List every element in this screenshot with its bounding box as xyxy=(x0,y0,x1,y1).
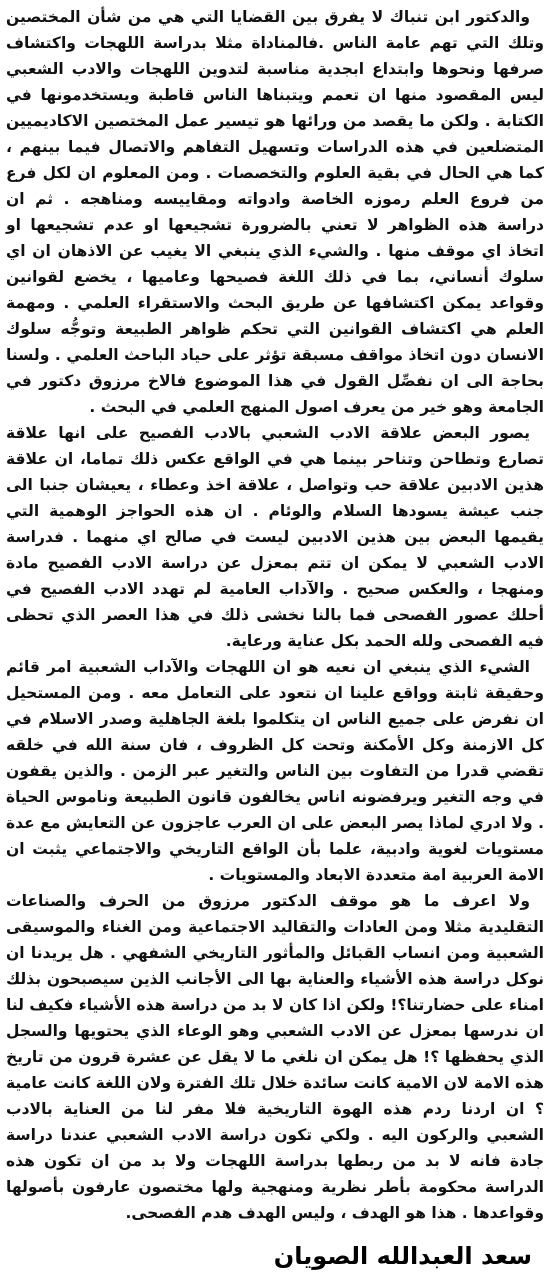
author-signature: سعد العبدالله الصويان xyxy=(273,1242,532,1270)
article-body xyxy=(6,4,544,1226)
paragraph-1: والدكتور ابن تنباك لا يفرق بين القضايا التي هي من شأن المختصين وتلك التي تهم عامة الناس .فالمناداة مثلا بدراسة اللهجات واكتشاف صرفها ونحوها وابتداع ابجدية مناسبة لتدوين اللهجات والادب الشعبي ليس المقصود منها ان تعمم ويتبناها الناس قاطبة ويستخدمونها في الكتابة . ولكن ما يقصد من ورائها هو تيسير عمل المختصين الاكاديميين المتضلعين في هذه الدراسات وتسهيل التفاهم والاتصال فيما بينهم ، كما هي الحال في بقية العلوم والتخصصات . ومن المعلوم ان لكل فرع من فروع العلم رموزه الخاصة وادواته ومقاييسه ومناهجه . ثم ان دراسة هذه الظواهر لا تعني بالضرورة تشجيعها او عدم تشجيعها او اتخاذ اي موقف منها . والشيء الذي ينبغي الا يغيب عن الاذهان ان اي سلوك أنساني، بما في ذلك اللغة فصيحها وعاميها ، يخضع لقوانين وقواعد يمكن اكتشافها عن طريق البحث والاستقراء العلمي . ومهمة العلم هي اكتشاف القوانين التي تحكم ظواهر الطبيعة وتوجُّه سلوك الانسان دون اتخاذ مواقف مسبقة تؤثر على حياد الباحث العلمي . ولسنا بحاجة الى ان نفصِّل القول في هذا الموضوع فالاخ مرزوق دكتور في الجامعة وهو خير من يعرف اصول المنهج العلمي في البحث . xyxy=(6,8,544,416)
paragraph-4: ولا اعرف ما هو موقف الدكتور مرزوق من الحرف والصناعات التقليدية مثلا ومن العادات والتقاليد الاجتماعية ومن الغناء والموسيقى الشعبية ومن انساب القبائل والمأثور التاريخي الشفهي . هل يريدنا ان نوكل دراسة هذه الأشياء والعناية بها الى الأجانب الذين سيصبحون بذلك امناء على حضارتنا؟! ولكن اذا كان لا بد من دراسة هذه الأشياء فكيف لنا ان ندرسها بمعزل عن الادب الشعبي وهو الوعاء الذي يحتويها والسجل الذي يحفظها ؟! هل يمكن ان نلغي ما لا يقل عن عشرة قرون من تاريخ هذه الامة لان الامية كانت سائدة خلال تلك الفترة ولان اللغة كانت عامية ؟ ان اردنا ردم هذه الهوة التاريخية فلا مفر لنا من العناية بالادب الشعبي والركون اليه . ولكي تكون دراسة الادب الشعبي عندنا دراسة جادة فانه لا بد من ربطها بدراسة اللهجات ولا بد من ان تكون هذه الدراسة محكومة بأطر نظرية ومنهجية ولها مختصون عارفون بأصولها وقواعدها . هذا هو الهدف ، وليس الهدف هدم الفصحى. xyxy=(6,892,544,1222)
paragraph-2: يصور البعض علاقة الادب الشعبي بالادب الفصيح على انها علاقة تصارع وتطاحن وتناحر بينما هي في الواقع عكس ذلك تماما، ان علاقة هذين الادبين علاقة حب وتواصل ، علاقة اخذ وعطاء ، يعيشان جنبا الى جنب عيشة يسودها السلام والوئام . ان هذه الحواجز الوهمية التي يقيمها البعض بين هذين الادبين ليست في صالح اي منهما . فدراسة الادب الشعبي لا يمكن ان تتم بمعزل عن دراسة الادب الفصيح مادة ومنهجا ، والعكس صحيح . والآداب العامية لم تهدد الادب الفصيح في أحلك عصور الفصحى فما بالنا نخشى ذلك في هذا العصر الذي تحظى فيه الفصحى ولله الحمد بكل عناية ورعاية. xyxy=(6,424,544,650)
paragraph-3: الشيء الذي ينبغي ان نعيه هو ان اللهجات والآداب الشعبية امر قائم وحقيقة ثابتة وواقع علينا ان نتعود على التعامل معه . ومن المستحيل ان نفرض على جميع الناس ان يتكلموا بلغة الجاهلية وصدر الاسلام في كل الازمنة وكل الأمكنة وتحت كل الظروف ، فان سنة الله في خلقه تقضي قدرا من التفاوت بين الناس والتغير عبر الزمن . والذين يقفون في وجه التغير ويرفضونه اناس يخالفون قانون الطبيعة وناموس الحياة . ولا ادري لماذا يصر البعض على ان العرب عاجزون عن التعايش مع عدة مستويات لغوية وادبية، علما بأن الواقع التاريخي والاجتماعي يثبت ان الامة العربية امة متعددة الابعاد والمستويات . xyxy=(6,658,544,884)
